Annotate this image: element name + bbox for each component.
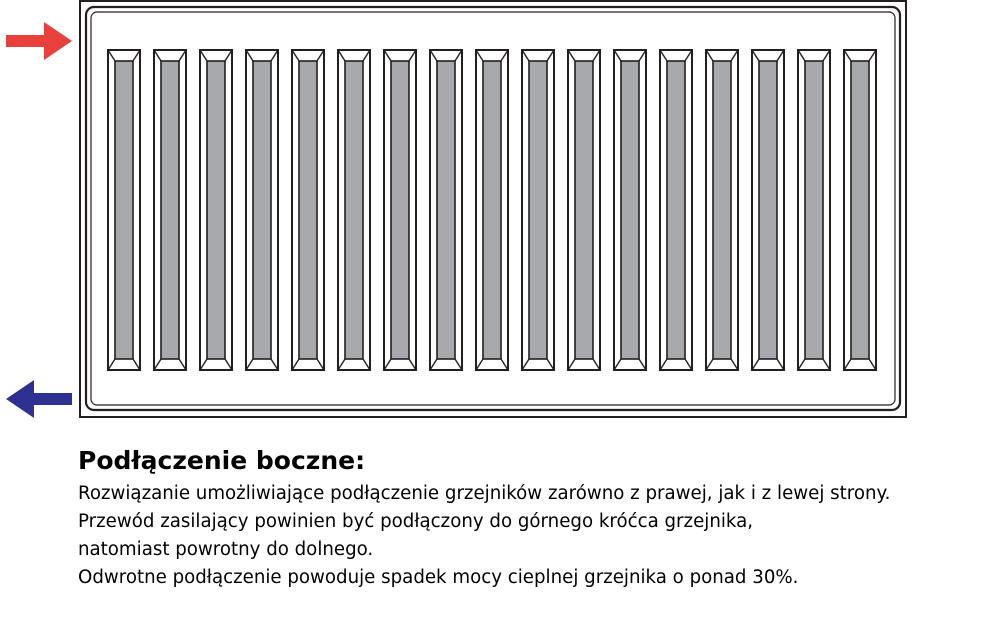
radiator-rib (844, 50, 876, 370)
radiator-rib (292, 50, 324, 370)
radiator-rib (430, 50, 462, 370)
arrow-left-icon (6, 380, 72, 418)
radiator-rib (706, 50, 738, 370)
caption (78, 444, 978, 592)
radiator-rib (660, 50, 692, 370)
caption-line-3: natomiast powrotny do dolnego. (78, 539, 374, 560)
caption-line-2: Przewód zasilający powinien być podłączony do górnego króćca grzejnika, (78, 511, 754, 532)
radiator-rib (522, 50, 554, 370)
caption-line-1: Rozwiązanie umożliwiające podłączenie grzejników zarówno z prawej, jak i z lewej strony. (78, 483, 891, 504)
radiator-rib (614, 50, 646, 370)
radiator-rib (568, 50, 600, 370)
radiator-rib (338, 50, 370, 370)
radiator-rib (384, 50, 416, 370)
arrow-right-icon (6, 22, 72, 60)
radiator-rib (200, 50, 232, 370)
radiator-rib (752, 50, 784, 370)
radiator-rib (108, 50, 140, 370)
radiator-ribs (108, 50, 876, 370)
radiator-rib (154, 50, 186, 370)
radiator-rib (476, 50, 508, 370)
radiator-rib (246, 50, 278, 370)
caption-title: Podłączenie boczne: (78, 446, 366, 475)
caption-line-4: Odwrotne podłączenie powoduje spadek mocy cieplnej grzejnika o ponad 30%. (78, 567, 799, 588)
radiator-rib (798, 50, 830, 370)
